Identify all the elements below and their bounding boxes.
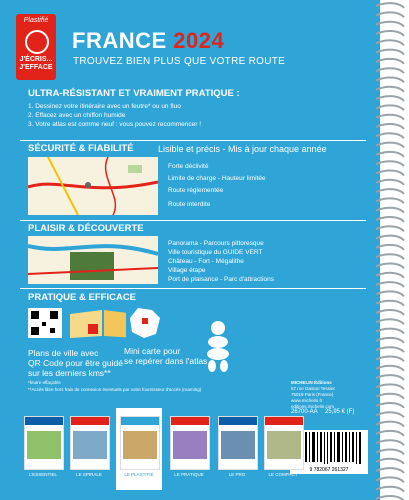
legend-spacer — [160, 157, 164, 215]
spiral-coil — [376, 357, 404, 362]
spiral-coil — [376, 496, 404, 500]
product-thumb — [218, 416, 258, 470]
spiral-coil — [376, 254, 404, 259]
france-map-icon — [126, 304, 164, 342]
section-divider — [20, 140, 366, 141]
isbn-text: 9 782067 261327 — [309, 467, 349, 473]
page-subtitle: TROUVEZ BIEN PLUS QUE VOTRE ROUTE — [73, 56, 286, 67]
spiral-binding — [374, 0, 409, 500]
thumb-label: LE PLASTIFIÉ — [124, 472, 154, 477]
spiral-coil — [376, 133, 404, 138]
caption-line: sur les derniers kms** — [28, 368, 111, 378]
spiral-coil — [376, 87, 404, 92]
pratique-heading: PRATIQUE & EFFICACE — [28, 292, 137, 303]
spiral-coil — [376, 459, 404, 464]
spiral-coil — [376, 468, 404, 473]
spiral-coil — [376, 384, 404, 389]
thumb-label: LE PRATIQUE — [174, 472, 204, 477]
spiral-coil — [376, 31, 404, 36]
title-year: 2024 — [173, 28, 225, 53]
thumb-header — [25, 417, 63, 425]
product-thumb — [70, 416, 110, 470]
tip-item: 1. Dessinez votre itinéraire avec un feutre* ou un fluo — [28, 103, 181, 110]
michelin-mascot-icon — [200, 320, 236, 374]
mini-map-caption — [124, 346, 207, 366]
spiral-coil — [376, 161, 404, 166]
spiral-coil — [376, 236, 404, 241]
thumb-header — [71, 417, 109, 425]
footnote: **Accès libre hors frais de connexion éventuels par votre fournisseur d'accès (roaming) — [28, 387, 202, 392]
spiral-coil — [376, 180, 404, 185]
product-thumb — [24, 416, 64, 470]
spiral-coil — [376, 403, 404, 408]
spiral-coil — [376, 310, 404, 315]
publisher-line: editions.michelin.com — [291, 404, 335, 409]
page-title — [72, 28, 224, 54]
spiral-coil — [376, 198, 404, 203]
thumb-image — [267, 431, 301, 459]
spiral-coil — [376, 78, 404, 83]
thumb-header — [219, 417, 257, 425]
spiral-coil — [376, 22, 404, 27]
pen-icon — [25, 30, 49, 54]
spiral-coil — [376, 96, 404, 101]
thumb-header — [121, 417, 159, 425]
intro-heading: ULTRA-RÉSISTANT ET VRAIMENT PRATIQUE : — [28, 88, 240, 99]
caption-line: se repérer dans l'atlas — [124, 356, 208, 366]
section-divider — [20, 288, 366, 289]
legend-item: Village étape — [168, 267, 206, 274]
publisher-line: www.michelin.fr — [291, 398, 323, 403]
spiral-coil — [376, 171, 404, 176]
spiral-coil — [376, 347, 404, 352]
spiral-coil — [376, 189, 404, 194]
spiral-coil — [376, 329, 404, 334]
spiral-coil — [376, 440, 404, 445]
spiral-coil — [376, 319, 404, 324]
publisher-brand: MICHELIN Éditions — [291, 380, 332, 385]
spiral-coil — [376, 394, 404, 399]
tourism-map-image — [28, 236, 158, 284]
spiral-coil — [376, 217, 404, 222]
tip-item: 2. Effacez avec un chiffon humide — [28, 112, 126, 119]
qr-code-image — [28, 308, 62, 338]
spiral-coil — [376, 291, 404, 296]
spiral-coil — [376, 366, 404, 371]
legend-item: Route interdite — [168, 201, 211, 208]
intro-tips — [28, 102, 201, 129]
spiral-coil — [376, 431, 404, 436]
spiral-coil — [376, 3, 404, 8]
spiral-coil — [376, 143, 404, 148]
product-thumb — [170, 416, 210, 470]
tip-item: 3. Votre atlas est comme neuf : vous pouvez recommencer ! — [28, 121, 202, 128]
legend-item: Ville touristique du GUIDE VERT — [168, 249, 263, 256]
legend-item: Panorama - Parcours pittoresque — [168, 240, 264, 247]
publisher-line: 75019 Paris (France) — [291, 392, 334, 397]
plaisir-heading: PLAISIR & DÉCOUVERTE — [28, 223, 144, 234]
thumb-image — [123, 431, 157, 459]
spiral-coil — [376, 375, 404, 380]
spiral-coil — [376, 422, 404, 427]
legend-item: Port de plaisance - Parc d'attractions — [168, 276, 275, 283]
title-country: FRANCE — [72, 28, 167, 53]
spiral-coil — [376, 477, 404, 482]
spiral-coil — [376, 124, 404, 129]
securite-subheading: Lisible et précis - Mis à jour chaque année — [158, 144, 327, 154]
badge-bottom-text: J'ÉCRIS... J'EFFACE — [19, 56, 53, 71]
spiral-coil — [376, 412, 404, 417]
spiral-coil — [376, 226, 404, 231]
badge-top-text: Plastifié — [23, 17, 49, 24]
thumb-header — [265, 417, 303, 425]
spiral-coil — [376, 338, 404, 343]
road-map-sample — [28, 157, 158, 215]
qr-code-icon — [28, 308, 62, 338]
securite-heading: SÉCURITÉ & FIABILITÉ — [28, 143, 134, 154]
publisher-line: 57 rue Gaston Tessier — [291, 386, 335, 391]
spiral-coil — [376, 450, 404, 455]
spiral-coil — [376, 264, 404, 269]
spiral-coil — [376, 105, 404, 110]
spiral-coil — [376, 12, 404, 17]
thumb-label: LE SPIRALE — [76, 472, 102, 477]
section-divider — [20, 220, 366, 221]
product-ref: 26700-AA — [291, 409, 318, 415]
thumb-label: L'ESSENTIEL — [28, 472, 58, 477]
legend-item: Château - Fort - Mégalithe — [168, 258, 244, 265]
spiral-coil — [376, 208, 404, 213]
spiral-coil — [376, 59, 404, 64]
spiral-coil — [376, 273, 404, 278]
spiral-coil — [376, 115, 404, 120]
tourism-map-sample — [28, 236, 158, 284]
spiral-coil — [376, 40, 404, 45]
thumb-image — [27, 431, 61, 459]
product-thumb — [120, 416, 160, 470]
legend-item: Route réglementée — [168, 187, 224, 194]
footnote: *feutre effaçable — [28, 380, 61, 385]
road-map-image — [28, 157, 158, 215]
caption-line: Plans de ville avec — [28, 348, 99, 358]
caption-line: Mini carte pour — [124, 346, 181, 356]
spiral-coil — [376, 68, 404, 73]
spiral-coil — [376, 282, 404, 287]
thumb-image — [173, 431, 207, 459]
thumb-header — [171, 417, 209, 425]
price: 25,95 € (F) — [325, 409, 355, 415]
france-mini-map — [126, 304, 164, 342]
plastified-badge — [16, 14, 56, 80]
qr-caption — [28, 348, 123, 378]
thumb-image — [73, 431, 107, 459]
thumb-image — [221, 431, 255, 459]
spiral-coil — [376, 487, 404, 492]
legend-item: Forte déclivité — [168, 163, 209, 170]
spiral-coil — [376, 50, 404, 55]
thumb-label: LE PRO — [228, 472, 246, 477]
spiral-coil — [376, 245, 404, 250]
legend-item: Limite de charge - Hauteur limitée — [168, 175, 266, 182]
caption-line: QR Code pour être guidé — [28, 358, 123, 368]
thumb-label: LE COMPACT — [268, 472, 298, 477]
spiral-coil — [376, 301, 404, 306]
publisher-info — [291, 380, 335, 410]
spiral-coil — [376, 152, 404, 157]
product-thumb — [264, 416, 304, 470]
